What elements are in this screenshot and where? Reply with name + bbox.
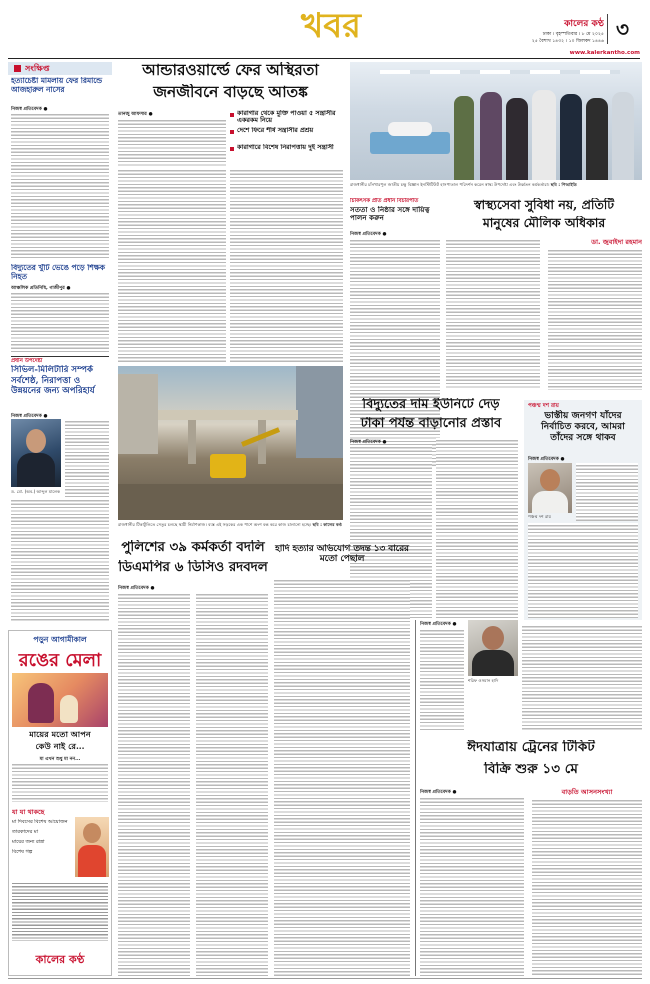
lead-body-col1 <box>118 118 226 166</box>
police-title-line2[interactable]: ডিএমপির ৬ ডিসিও রদবদল <box>118 560 268 575</box>
visitor-5 <box>586 98 608 180</box>
quote-face <box>540 469 560 491</box>
ad-artwork-child <box>60 695 78 723</box>
hospital-photo <box>350 62 642 180</box>
ad-top: পড়ুন আগামীকাল <box>33 635 87 644</box>
right-upper-body <box>522 624 642 730</box>
lead-bullet-1 <box>230 110 343 126</box>
construction-building-left <box>118 374 158 454</box>
adviser-title[interactable]: সিভিল-মিলিটারি সম্পর্ক সর্বশেষ্ঠ, নিরাপত্তা ও উন্নয়নের জন্য অপরিহার্য <box>11 365 95 397</box>
electricity-byline: নিজস্ব প্রতিবেদক ● <box>350 440 387 444</box>
adviser-body-right <box>65 419 109 497</box>
column-divider-middle <box>415 620 416 976</box>
ad-item-4: বিশেষ গল্প <box>12 849 33 855</box>
brief-title-2[interactable]: বিদ্যুতের খুঁটি ভেঙে পড়ে শিক্ষক নিহত <box>11 264 105 281</box>
ad-byline: মা এখন শুধু মা নন... <box>39 757 81 761</box>
police-title-line1[interactable]: পুলিশের ৩৯ কর্মকর্তা বদলি <box>121 540 265 555</box>
hadi-box <box>420 620 464 730</box>
lead-bullet-text-1: কারাগার থেকে মুক্তি পাওয়া ৫ সন্ত্রাসীর একরকম নিয়ে <box>237 110 336 125</box>
hadi-box-body <box>420 628 464 730</box>
quote-photo-caption: পঞ্চম্ম দশ রায় <box>528 514 551 519</box>
ad-portrait <box>75 817 109 877</box>
quote-body-right <box>576 463 638 521</box>
hadi-photo <box>468 620 518 676</box>
lead-body-col2 <box>118 168 226 362</box>
hospital-caption-text: রাজধানীর চাঁনখারপুল জাতীয় চক্ষু বিজ্ঞান ইনস্টিটিউট হাসপাতাল পরিদর্শন করেন স্বাস্থ্য উপদেষ্টা এবং উর্ধ্বতন কর্মকর্তারা। <box>350 182 550 187</box>
adviser-photo-caption: ড. মো. (অব.) আব্দুল মালেক <box>11 489 61 494</box>
page-number: ৩ <box>607 14 637 44</box>
hadi-title[interactable]: হাদি হত্যার অভিযোগ তদন্ত ১৩ বারের মতো পেছাল <box>275 544 409 565</box>
ad-list-title: যা যা থাকছে <box>12 808 45 816</box>
website-link[interactable]: www.kalerkantho.com <box>569 50 640 56</box>
quote-body <box>528 523 638 618</box>
hadi-shirt <box>472 650 514 676</box>
sidebar-divider <box>11 356 109 357</box>
brief-byline-2: আঞ্চলিক প্রতিনিধি, গাজীপুর ● <box>11 286 71 290</box>
quote-photo <box>528 463 572 513</box>
hadi-photo-caption: শরিফ ওসমান হাদি <box>468 678 499 683</box>
police-col2 <box>196 592 268 976</box>
visitor-4 <box>560 94 582 180</box>
visitor-3 <box>532 90 556 180</box>
construction-pillar-2 <box>258 420 266 464</box>
adviser-face <box>26 429 46 453</box>
adviser-byline: নিজস্ব প্রতিবেদক ● <box>11 414 48 418</box>
ad-item-2: তারকাদের মা <box>12 829 39 835</box>
eid-train-story <box>420 740 642 976</box>
police-story <box>118 540 268 976</box>
lead-bullet-text-3: কারাগারে বিশেষ নিরাপত্তায় দুই সন্ত্রাসী <box>237 144 334 151</box>
paper-name: কালের কণ্ঠ <box>564 19 604 28</box>
masthead <box>0 0 650 60</box>
visitor-2 <box>506 98 528 180</box>
police-col1 <box>118 592 190 976</box>
hadi-byline: নিজস্ব প্রতিবেদক ● <box>420 622 457 626</box>
sidebar-header <box>8 62 112 75</box>
ad-portrait-dress <box>78 845 106 877</box>
hadi-body <box>274 578 410 976</box>
ad-line2: কেউ নাই রে... <box>35 742 85 751</box>
bullet-square-1 <box>230 113 234 117</box>
hadi-face <box>482 626 504 650</box>
ad-portrait-face <box>83 823 101 843</box>
lead-story <box>118 62 343 362</box>
construction-credit: ছবি : কালের কণ্ঠ <box>312 522 342 527</box>
eid-title-line1[interactable]: ঈদযাত্রায় ট্রেনের টিকিট <box>467 740 595 755</box>
ad-box[interactable] <box>8 630 112 976</box>
ad-title: রঙের মেলা <box>18 650 102 670</box>
electricity-title-line1[interactable]: বিদ্যুতের দাম ইউনিটে দেড় <box>362 398 500 412</box>
quote-byline: নিজস্ব প্রতিবেদক ● <box>528 457 565 461</box>
ad-artwork <box>12 673 108 727</box>
masthead-rule <box>8 58 640 59</box>
brief-body-1 <box>11 112 109 260</box>
sidebar-header-bar <box>14 65 21 72</box>
sidebar-header-label: সংক্ষিপ্ত <box>25 63 50 73</box>
ad-artwork-mother <box>28 683 54 723</box>
health-byline: নিজস্ব প্রতিবেদক ● <box>350 232 387 236</box>
health-kicker: চিকিৎসক প্রতি প্রধান বিচারপতি <box>350 198 419 204</box>
health-title-line1[interactable]: স্বাস্থ্যসেবা সুবিধা নয়, প্রতিটি <box>473 198 615 212</box>
brief-title-1[interactable]: হত্যাচেষ্টা মামলায় ফের রিমান্ডে আজহারুল নাসের <box>11 77 103 94</box>
hospital-ceiling-lights <box>380 70 620 74</box>
ad-footer-text <box>12 881 108 941</box>
health-title-line2[interactable]: মানুষের মৌলিক অধিকার <box>482 216 606 230</box>
lead-bullet-2 <box>230 127 343 143</box>
brief-byline-1: নিজস্ব প্রতিবেদক ● <box>11 107 48 111</box>
eid-byline: নিজস্ব প্রতিবেদক ● <box>420 790 457 794</box>
ad-item-3: মায়ের জন্য রান্না <box>12 839 45 845</box>
electricity-col2 <box>436 438 518 618</box>
quote-box <box>524 400 642 620</box>
construction-building-right <box>296 366 343 458</box>
ad-item-1: মা দিবসের বিশেষ আয়োজন <box>12 819 68 825</box>
hospital-credit: ছবি : পিআইডি <box>550 182 577 187</box>
construction-caption <box>118 522 343 534</box>
construction-photo <box>118 366 343 520</box>
hospital-patient <box>388 122 432 136</box>
soldier-figure <box>454 96 474 180</box>
section-title: খবর <box>301 6 361 46</box>
health-author: ডা. জুবাইদা রহমান <box>591 238 642 245</box>
visitor-1 <box>480 92 502 180</box>
brief-body-2 <box>11 291 109 353</box>
adviser-kicker: প্রধান উপদেষ্টা <box>11 358 43 364</box>
bottom-rule <box>8 978 642 979</box>
sidebar <box>8 62 112 624</box>
adviser-body <box>11 498 109 622</box>
bullet-square-2 <box>230 130 234 134</box>
lead-title-line1[interactable]: আন্ডারওয়ার্ল্ডে ফের অস্থিরতা <box>142 62 319 79</box>
lead-bullets <box>230 110 343 166</box>
ad-brand: কালের কণ্ঠ <box>35 953 85 966</box>
construction-pillar-1 <box>188 420 196 464</box>
lead-bullet-text-2: দেশে ফিরে শীর্ষ সন্ত্রাসীর প্রশ্রয় <box>237 127 314 134</box>
eid-col1 <box>420 796 524 976</box>
quote-kicker: পঞ্চম্ম দশ রায় <box>528 403 559 409</box>
police-byline: নিজস্ব প্রতিবেদক ● <box>118 586 155 590</box>
adviser-photo <box>11 419 61 487</box>
construction-excavator <box>210 454 246 478</box>
hadi-story <box>274 544 410 976</box>
quote-shirt <box>532 491 568 513</box>
ad-line1: মায়ের মতো আপন <box>29 730 91 739</box>
eid-author: বাড়তি আসনসংখ্যা <box>561 788 613 795</box>
lead-byline: তানজু আফসার ● <box>118 112 153 116</box>
lead-body-col3 <box>230 168 343 362</box>
construction-road <box>118 484 343 520</box>
lead-title-line2[interactable]: জনজীবনে বাড়ছে আতঙ্ক <box>153 84 308 101</box>
construction-caption-text: রাজধানীর টিকাটুলিতে সেতুর চলছে স্থায়ী নির্মাণকাজ। ব্যস্ত এই সড়কের এক পাশে অংশ বন্ধ করে কাজ চালানো হচ্ছে। <box>118 522 312 527</box>
construction-flyover <box>158 410 298 420</box>
visitor-6 <box>612 92 634 180</box>
bullet-square-3 <box>230 147 234 151</box>
hospital-caption <box>350 182 642 194</box>
eid-title-line2[interactable]: বিক্রি শুরু ১৩ মে <box>484 762 578 777</box>
health-col3 <box>548 248 642 390</box>
adviser-suit <box>17 453 55 487</box>
ad-body <box>12 762 108 802</box>
health-subkicker[interactable]: সততা ও নিষ্ঠার সঙ্গে দায়িত্ব পালন করুন <box>350 206 430 223</box>
lead-bullet-3 <box>230 144 343 164</box>
health-col2 <box>446 238 540 390</box>
electricity-title-line2[interactable]: টাকা পর্যন্ত বাড়ানোর প্রস্তাব <box>360 417 502 431</box>
date-line-hijri: ২৫ বৈশাখ ১৪৩২ । ১০ জিলকদ ১৪৪৬ <box>531 39 604 44</box>
eid-col2 <box>532 798 642 976</box>
date-line: ঢাকা । বৃহস্পতিবার । ৮ মে ২০২৫ <box>542 32 604 37</box>
quote-title[interactable]: ভাস্তীয় জনগণ যাঁদের নির্বাচিত করবে, আমরা তাঁদের সঙ্গে থাকব <box>541 410 625 444</box>
